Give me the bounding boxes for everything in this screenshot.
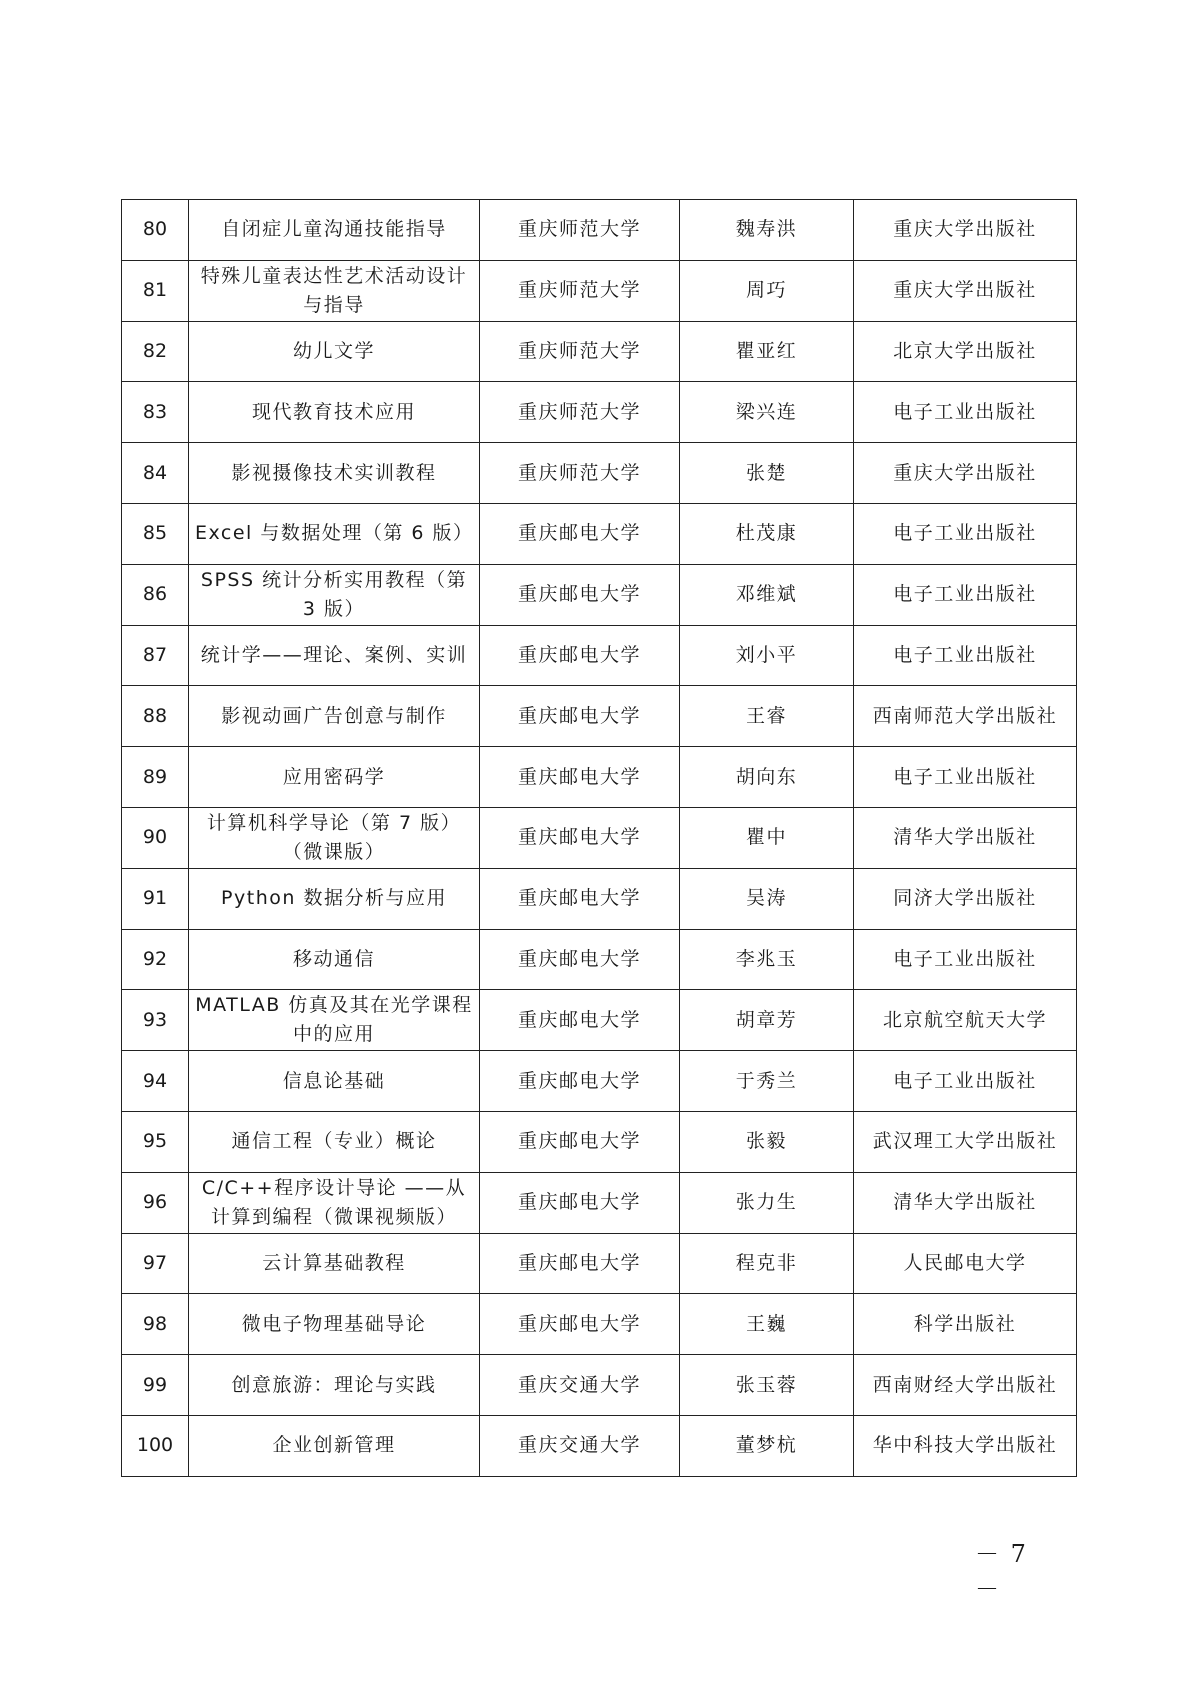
cell-school: 重庆邮电大学 [480, 990, 680, 1051]
cell-publisher: 武汉理工大学出版社 [854, 1111, 1077, 1172]
cell-author: 董梦杭 [680, 1415, 854, 1476]
cell-publisher: 同济大学出版社 [854, 868, 1077, 929]
cell-title: 企业创新管理 [189, 1415, 480, 1476]
cell-publisher: 电子工业出版社 [854, 382, 1077, 443]
cell-title: 创意旅游：理论与实践 [189, 1355, 480, 1416]
cell-author: 胡向东 [680, 747, 854, 808]
cell-school: 重庆师范大学 [480, 321, 680, 382]
cell-title: 信息论基础 [189, 1051, 480, 1112]
cell-school: 重庆邮电大学 [480, 807, 680, 868]
cell-school: 重庆邮电大学 [480, 1051, 680, 1112]
table-row [122, 686, 1077, 747]
table-row [122, 1172, 1077, 1233]
cell-school: 重庆邮电大学 [480, 1294, 680, 1355]
cell-author: 李兆玉 [680, 929, 854, 990]
table-row [122, 443, 1077, 504]
cell-title: Python 数据分析与应用 [189, 868, 480, 929]
cell-school: 重庆师范大学 [480, 443, 680, 504]
table-row [122, 260, 1077, 321]
cell-number: 92 [122, 929, 189, 990]
cell-publisher: 西南财经大学出版社 [854, 1355, 1077, 1416]
cell-number: 96 [122, 1172, 189, 1233]
cell-author: 张力生 [680, 1172, 854, 1233]
cell-school: 重庆邮电大学 [480, 1111, 680, 1172]
cell-title: 特殊儿童表达性艺术活动设计与指导 [189, 260, 480, 321]
cell-school: 重庆邮电大学 [480, 747, 680, 808]
cell-author: 刘小平 [680, 625, 854, 686]
cell-publisher: 北京大学出版社 [854, 321, 1077, 382]
table-row [122, 1355, 1077, 1416]
cell-school: 重庆邮电大学 [480, 686, 680, 747]
cell-school: 重庆邮电大学 [480, 625, 680, 686]
cell-number: 100 [122, 1415, 189, 1476]
cell-school: 重庆邮电大学 [480, 868, 680, 929]
cell-title: 通信工程（专业）概论 [189, 1111, 480, 1172]
cell-publisher: 电子工业出版社 [854, 929, 1077, 990]
cell-author: 梁兴连 [680, 382, 854, 443]
table-row [122, 382, 1077, 443]
cell-publisher: 人民邮电大学 [854, 1233, 1077, 1294]
cell-number: 80 [122, 200, 189, 261]
cell-title: 移动通信 [189, 929, 480, 990]
cell-author: 吴涛 [680, 868, 854, 929]
cell-title: 微电子物理基础导论 [189, 1294, 480, 1355]
cell-author: 王睿 [680, 686, 854, 747]
cell-author: 程克非 [680, 1233, 854, 1294]
cell-school: 重庆师范大学 [480, 200, 680, 261]
cell-number: 82 [122, 321, 189, 382]
cell-number: 95 [122, 1111, 189, 1172]
cell-author: 王巍 [680, 1294, 854, 1355]
textbook-list-table [121, 199, 1077, 1477]
cell-publisher: 科学出版社 [854, 1294, 1077, 1355]
cell-title: Excel 与数据处理（第 6 版） [189, 503, 480, 564]
cell-title: 计算机科学导论（第 7 版）（微课版） [189, 807, 480, 868]
cell-title: SPSS 统计分析实用教程（第 3 版） [189, 564, 480, 625]
cell-school: 重庆邮电大学 [480, 1172, 680, 1233]
cell-number: 93 [122, 990, 189, 1051]
cell-title: MATLAB 仿真及其在光学课程中的应用 [189, 990, 480, 1051]
cell-publisher: 电子工业出版社 [854, 747, 1077, 808]
cell-publisher: 重庆大学出版社 [854, 260, 1077, 321]
cell-number: 84 [122, 443, 189, 504]
cell-number: 99 [122, 1355, 189, 1416]
cell-number: 81 [122, 260, 189, 321]
table-row [122, 1294, 1077, 1355]
cell-publisher: 清华大学出版社 [854, 1172, 1077, 1233]
table-row [122, 1111, 1077, 1172]
cell-number: 85 [122, 503, 189, 564]
cell-publisher: 重庆大学出版社 [854, 200, 1077, 261]
table-row [122, 1051, 1077, 1112]
cell-title: 统计学——理论、案例、实训 [189, 625, 480, 686]
cell-author: 胡章芳 [680, 990, 854, 1051]
cell-number: 83 [122, 382, 189, 443]
cell-author: 于秀兰 [680, 1051, 854, 1112]
cell-school: 重庆师范大学 [480, 382, 680, 443]
cell-publisher: 电子工业出版社 [854, 1051, 1077, 1112]
table-row [122, 929, 1077, 990]
cell-author: 杜茂康 [680, 503, 854, 564]
cell-title: 自闭症儿童沟通技能指导 [189, 200, 480, 261]
table-row [122, 807, 1077, 868]
cell-author: 瞿亚红 [680, 321, 854, 382]
cell-number: 94 [122, 1051, 189, 1112]
cell-author: 邓维斌 [680, 564, 854, 625]
cell-title: 影视摄像技术实训教程 [189, 443, 480, 504]
cell-school: 重庆邮电大学 [480, 503, 680, 564]
table-row [122, 200, 1077, 261]
cell-author: 张毅 [680, 1111, 854, 1172]
table-row [122, 990, 1077, 1051]
cell-school: 重庆交通大学 [480, 1355, 680, 1416]
cell-title: 应用密码学 [189, 747, 480, 808]
cell-author: 张楚 [680, 443, 854, 504]
cell-publisher: 清华大学出版社 [854, 807, 1077, 868]
cell-number: 91 [122, 868, 189, 929]
cell-publisher: 西南师范大学出版社 [854, 686, 1077, 747]
cell-author: 周巧 [680, 260, 854, 321]
cell-publisher: 电子工业出版社 [854, 564, 1077, 625]
cell-school: 重庆师范大学 [480, 260, 680, 321]
table-row [122, 625, 1077, 686]
cell-author: 魏寿洪 [680, 200, 854, 261]
cell-school: 重庆邮电大学 [480, 564, 680, 625]
table-row [122, 564, 1077, 625]
table-row [122, 1233, 1077, 1294]
cell-title: 云计算基础教程 [189, 1233, 480, 1294]
cell-number: 98 [122, 1294, 189, 1355]
cell-title: 影视动画广告创意与制作 [189, 686, 480, 747]
cell-title: 现代教育技术应用 [189, 382, 480, 443]
cell-number: 87 [122, 625, 189, 686]
table-row [122, 321, 1077, 382]
table-row [122, 503, 1077, 564]
cell-number: 86 [122, 564, 189, 625]
cell-title: C/C++程序设计导论 ——从计算到编程（微课视频版） [189, 1172, 480, 1233]
cell-number: 90 [122, 807, 189, 868]
cell-publisher: 电子工业出版社 [854, 625, 1077, 686]
table-row [122, 1415, 1077, 1476]
table-row [122, 868, 1077, 929]
cell-publisher: 华中科技大学出版社 [854, 1415, 1077, 1476]
cell-school: 重庆邮电大学 [480, 929, 680, 990]
cell-author: 张玉蓉 [680, 1355, 854, 1416]
cell-number: 97 [122, 1233, 189, 1294]
cell-publisher: 北京航空航天大学 [854, 990, 1077, 1051]
cell-number: 89 [122, 747, 189, 808]
cell-number: 88 [122, 686, 189, 747]
table-row [122, 747, 1077, 808]
cell-school: 重庆交通大学 [480, 1415, 680, 1476]
cell-author: 瞿中 [680, 807, 854, 868]
cell-publisher: 电子工业出版社 [854, 503, 1077, 564]
page-number: － 7 － [975, 1540, 1028, 1603]
cell-publisher: 重庆大学出版社 [854, 443, 1077, 504]
cell-school: 重庆邮电大学 [480, 1233, 680, 1294]
table-body [122, 200, 1077, 1477]
cell-title: 幼儿文学 [189, 321, 480, 382]
